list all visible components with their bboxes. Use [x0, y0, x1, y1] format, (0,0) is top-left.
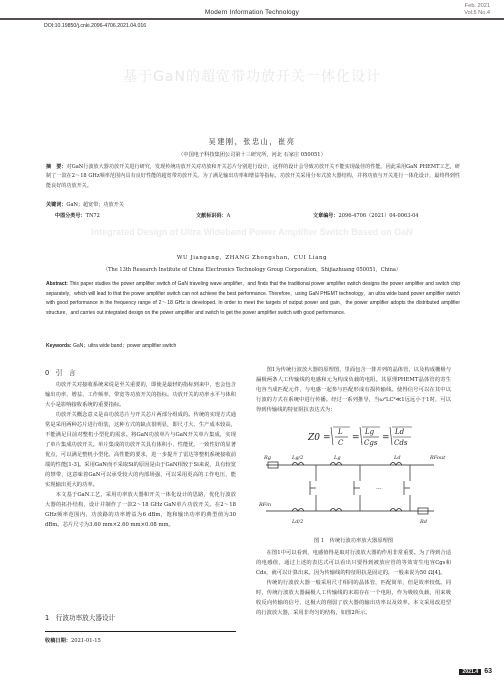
- doc-code-value: A: [226, 213, 231, 219]
- formula-equals-2: =: [352, 433, 360, 443]
- keywords-en-label: Keywords:: [46, 343, 72, 349]
- keywords-en: [46, 342, 176, 349]
- abstract-en-label: Abstract:: [46, 281, 68, 287]
- label-rfin: RFin: [259, 502, 272, 508]
- article-number-value: 2096-4706（2021）04-0063-04: [338, 213, 419, 219]
- abstract-en-text: This paper studies the power amplifier switch of GaN traveling wave amplifier，and finds that the traditional power amplifier switch designs the power amplifier and switch chip separately，which will lead to that the power amplifier switch can not achieve the best performance. Therefore，using GaN PHEMT technology，an ultra wide band power amplifier switch with good performance in the frequency range of 2～18 GHz is developed. In order to meet the targets of output power and gain，the power amplifier adopts the distributed amplifier structure，and carries out integrated design on the power amplifier and switch to get the power amplifier switch with good performance.: [46, 281, 460, 316]
- article-number-label: 文章编号：: [313, 213, 339, 219]
- affiliation-en: （The 13th Research Institute of China Electronics Technology Group Corporation，Shijiazhuang 050051，China）: [102, 267, 402, 273]
- label-ld: Ld: [394, 455, 401, 461]
- issue-info: [464, 3, 490, 16]
- received-label: 收稿日期：: [45, 638, 71, 644]
- abstract-zh: [46, 163, 460, 191]
- issue-volume: Vol.5 No.4: [464, 9, 490, 16]
- intro-paragraph: 本文基于GaN工艺，采用功率放大器和开关一体化设计的思路，优化行波放大器的拓扑结构，设计并制作了一款2～18 GHz GaN单片功放开关。在2～18 GHz频率范围内，功放路的功率增益为6 dBm，饱和输出功率的典型值为30 dBm。芯片尺寸为3.60 mm×2.60 mm×0.08 mm。: [45, 492, 236, 528]
- affiliation-zh: （中国电子科技集团公司第十三研究所，河北 石家庄 050051）: [178, 152, 326, 158]
- keywords-zh: [46, 201, 124, 208]
- body-paragraph: 传统的行波放大器一般采用尺寸相同的晶体管，匹配简单，但是效率较低。同时，传统行波放大器漏极人工传输线的末端存在一个电阻，作为吸收负载，用来吸收反向传输的信号，这极大的削弱了放大器的输出功率以及效率。本文采用改进型的行波放大器，采用非均匀的结构，如图2所示。: [256, 580, 451, 616]
- issue-badge: 2021.4: [459, 669, 481, 675]
- impedance-formula: [306, 423, 416, 451]
- page-footer: [459, 668, 492, 675]
- formula-cgs: Cgs: [364, 439, 378, 447]
- intro-body: [45, 380, 236, 530]
- article-number: [313, 212, 419, 219]
- formula-sqrt-1: [331, 427, 333, 445]
- label-rg: Rg: [264, 455, 271, 461]
- paper-title-zh: [0, 38, 504, 128]
- formula-equals-3: =: [382, 433, 390, 443]
- keywords-zh-text: GaN；超宽带；功放开关: [66, 202, 124, 208]
- formula-z0: Z0: [308, 433, 320, 443]
- formula-sqrt-3: [390, 427, 392, 445]
- inductor-ld-half: [292, 463, 304, 466]
- formula-lg: Lg: [365, 428, 375, 436]
- title-zh-text: 基于GaN的超宽带功放开关一体化设计: [123, 69, 381, 85]
- abstract-zh-label: 摘 要：: [46, 164, 67, 170]
- clc-value: TN72: [85, 213, 100, 219]
- clc-label: 中图分类号：: [55, 213, 86, 219]
- issue-date: Feb. 2021: [464, 3, 490, 9]
- body-paragraph: 在图1中可以看到，电感值得是取对行波放大器的作用非常重要。为了得到合适的电感值，通过上述的表达式可以看出只要得到被放应管的等效寄生电容Cgs和Cds，就可以计算出来。因为传输线的特征阻抗是固定的，一般来说为50 Ω[4]。: [256, 550, 451, 576]
- doc-code-label: 文献标识码：: [196, 213, 227, 219]
- formula-cds: Cds: [394, 439, 408, 447]
- doi: DOI:10.19850/j.cnki.2096-4706.2021.04.016: [44, 23, 147, 29]
- abstract-zh-text: 对GaN行波放大器功放开关进行研究，发现传统功放开关对功放和开关芯片分别进行设计，这样的设计会导致功放开关不能实现最佳的性能。因此采用GaN PHEMT工艺，研制了一款在2～18 GHz频率范围内具有良好性能的超宽带功放开关。为了满足输出功率和增益等指标，功放开关采用分布式放大器结构，并将功放与开关进行一体化设计，最终得到性能良好的功放开关。: [46, 164, 460, 189]
- received-date: [45, 637, 101, 644]
- formula-equals: =: [323, 433, 331, 443]
- figure-1-caption: 图 1 传统行波功率放大器原理图: [313, 538, 394, 544]
- label-lg2: Lg/2: [292, 455, 304, 461]
- keywords-en-text: GaN；ultra wide band；power amplifier switch: [72, 343, 177, 349]
- authors-en: WU Jiangang，ZHANG Zhongshan，CUI Liang: [176, 255, 328, 261]
- ellipsis: ···: [376, 486, 382, 493]
- section-heading-intro: 0 引 言: [45, 369, 76, 377]
- formula-ld: Ld: [395, 428, 405, 436]
- page-number: 63: [484, 668, 492, 675]
- section-heading-twa: 1 行波功率放大器设计: [45, 614, 116, 622]
- formula-sqrt-2: [360, 427, 362, 445]
- figure-1-schematic: [258, 451, 450, 533]
- clc-number: [55, 212, 100, 219]
- keywords-zh-label: 关键词：: [46, 202, 67, 208]
- footnote-rule: [45, 631, 236, 632]
- inductor-lg-2: [390, 509, 402, 512]
- label-ld2: Ld/2: [292, 519, 304, 525]
- formula-l: L: [338, 428, 343, 436]
- doc-code: [196, 212, 230, 219]
- header-rule: [0, 18, 504, 20]
- intro-paragraph: 功放开关对接收系统来说是至关重要的，即使是最轻的指标到来中，也会包含输出功率、增益、工作频率、带宽等功放开关的指标。功放开关的功率水平与体积大小是影响接收系统的重要指标。: [45, 382, 236, 408]
- inductor-ld-1: [330, 463, 342, 466]
- journal-name: Modern Information Technology: [205, 9, 299, 16]
- right-paragraph-1: [256, 365, 451, 415]
- received-value: 2021-01-15: [70, 638, 101, 644]
- authors-zh: 吴建刚，张忠山，崔亮: [208, 137, 296, 146]
- body-paragraph: 图1为传统行波放大器的原理图，里面包含一排并列的晶体管，以及构成栅极与漏极两条人工传输线的电感和元为构成负载的电阻。其原理PHEMT晶体管的寄生电容当成匹配元件，与电感一起参与匹配形成有损传输线。使得信号可以在其中以行波的方式在系统中进行传播。经过一系列推导，当ω²LC²≪1远远小于1时，可以得到传输线的特征阻抗表达式为：: [256, 367, 451, 413]
- paper-title-en: [0, 227, 504, 241]
- intro-paragraph: 功放开关概念意义是由功放芯片与开关芯片两部分组成的。传统的实现方式通常是采用两种芯片进行组装，这种方式的缺点很明显，即尺寸大、生产成本较高，不能满足目前对整机小型化的需求。将GaN功放单片与GaN开关单片集成，实现了单片集成功放开关。单片集成的功放开关具有体积小、性能优、一致性好的显著优点，可以满足整机小型化、高性能的要求，进一步提升了雷达等整机系统接收前端的性能[1-3]。采用GaN而不采取Si的原因是由于GaN相较于Si来说，具有较宽的禁带，这意味着GaN可以承受较大的内部场强，可以采用更高的工作电压，能实现输出更大的功率。: [45, 412, 236, 488]
- inductor-lg-half: [292, 509, 304, 512]
- title-en-text: Integrated Design of Ultra Wideband Power Amplifier Switch Based on GaN: [91, 227, 413, 237]
- right-paragraphs-2: [256, 548, 451, 618]
- label-lg: Lg: [334, 455, 341, 461]
- inductor-lg-1: [330, 509, 342, 512]
- label-rfout: RFout: [430, 455, 446, 461]
- label-rd: Rd: [420, 519, 427, 525]
- inductor-ld-2: [390, 463, 402, 466]
- abstract-en: [46, 280, 460, 318]
- formula-c: C: [338, 439, 344, 447]
